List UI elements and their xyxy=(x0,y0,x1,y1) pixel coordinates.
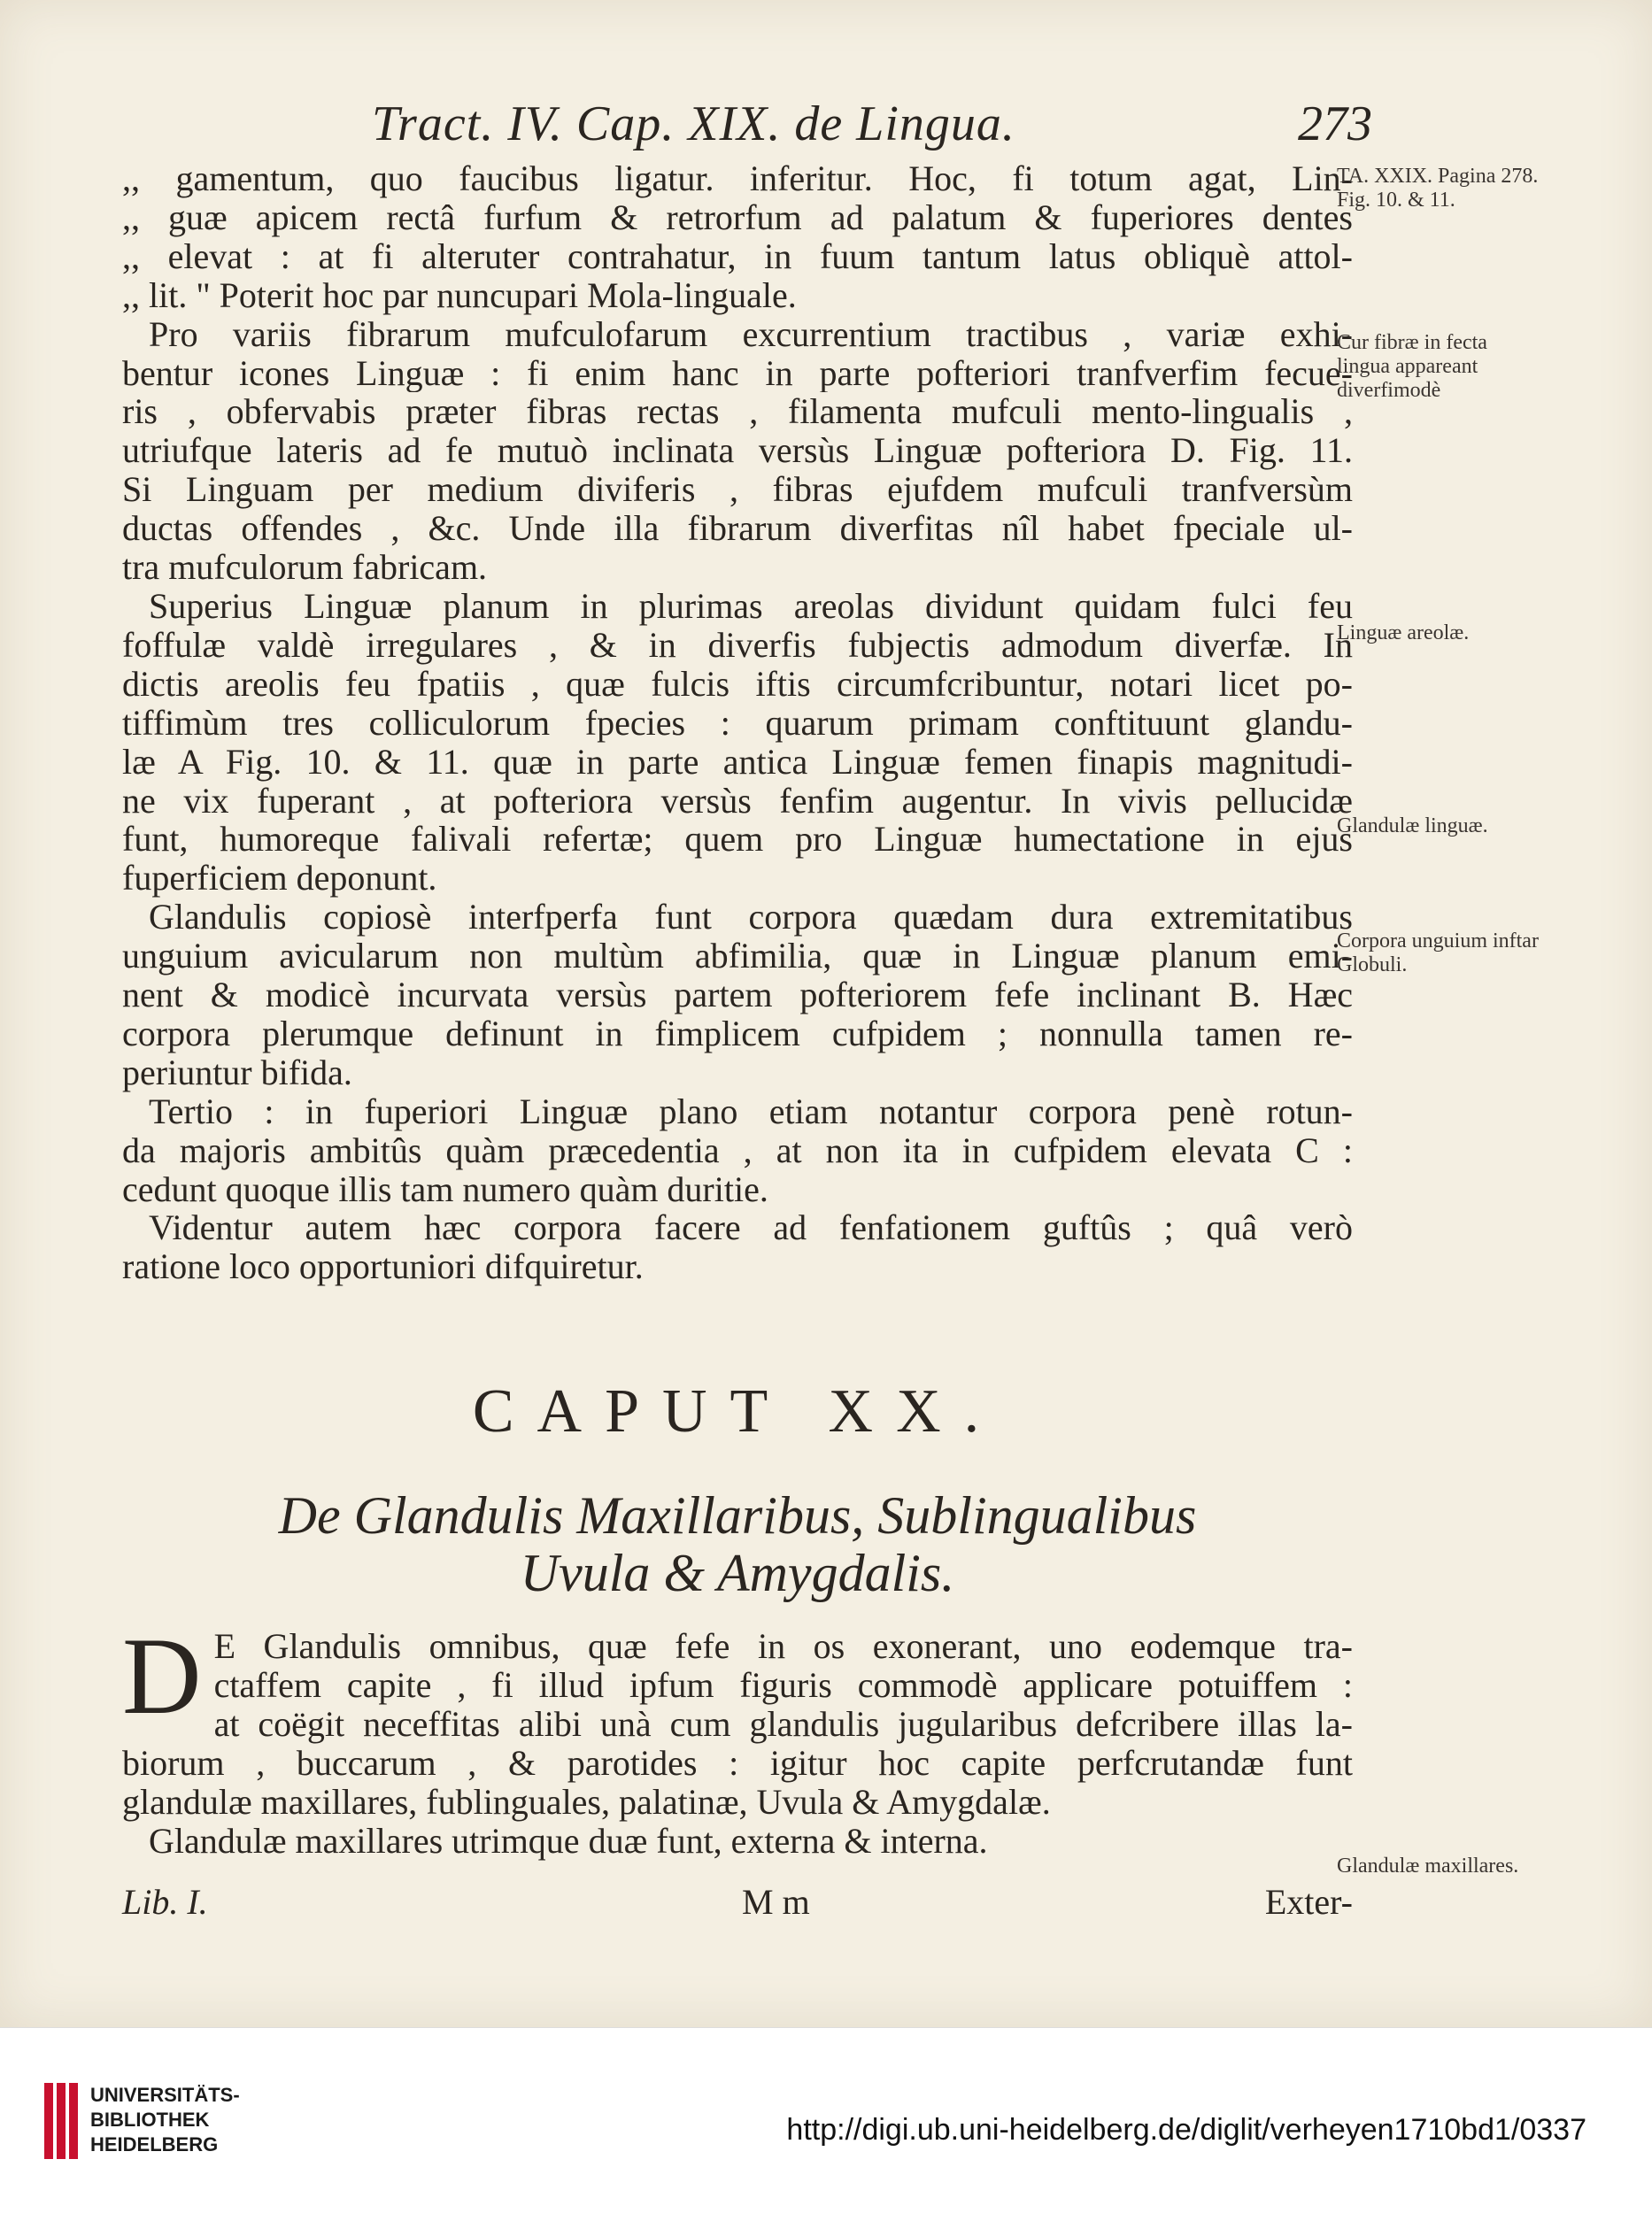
margin-note: Glandulæ linguæ. xyxy=(1337,814,1488,837)
text-line: ,, lit. " Poterit hoc par nuncupari Mola-linguale. xyxy=(122,275,797,315)
header-title: Tract. IV. Cap. XIX. de Lingua. xyxy=(372,96,1015,151)
text-line: E Glandulis omnibus, quæ fefe in os exonerant, uno eodemque tra- xyxy=(213,1627,1353,1666)
drop-cap: D xyxy=(122,1616,202,1737)
chapter-heading: CAPUT XX. xyxy=(472,1377,1003,1446)
body-text xyxy=(122,159,1353,1286)
text-line: tra mufculorum fabricam. xyxy=(122,548,488,587)
text-line: Glandulæ maxillares utrimque duæ funt, externa & interna. xyxy=(149,1822,988,1861)
page-footer xyxy=(122,1881,1353,1925)
page-number: 273 xyxy=(1298,96,1372,151)
margin-note: Cur fibræ in fecta lingua appareant diverfimodè xyxy=(1337,331,1487,402)
library-name-line: BIBLIOTHEK xyxy=(90,2109,210,2131)
text-line: Superius Linguæ planum in plurimas areolas dividunt quidam fulci feu xyxy=(149,586,1353,626)
margin-note: Linguæ areolæ. xyxy=(1337,621,1470,644)
text-line: periuntur bifida. xyxy=(122,1053,352,1092)
text-line: Pro variis fibrarum mufculofarum excurrentium tractibus , variæ exhi- xyxy=(149,314,1353,354)
text-line: Videntur autem hæc corpora facere ad fenfationem guftûs ; quâ verò xyxy=(149,1208,1353,1248)
running-header xyxy=(345,96,1372,158)
text-line: Glandulis copiosè interfperfa funt corpora quædam dura extremitatibus xyxy=(149,898,1353,937)
text-line: funt, humoreque falivali refertæ; quem pro Linguæ humectatione in ejus xyxy=(122,820,1353,860)
text-line: ductas offendes , &c. Unde illa fibrarum diverfitas nîl habet fpeciale ul- xyxy=(122,509,1353,549)
library-name xyxy=(90,2083,240,2157)
margin-note: Glandulæ maxillares. xyxy=(1337,1855,1519,1878)
text-line: ,, guæ apicem rectâ furfum & retrorfum ad palatum & fuperiores dentes xyxy=(122,197,1353,237)
text-line: ratione loco opportuniori difquiretur. xyxy=(122,1247,644,1287)
text-line: cedunt quoque illis tam numero quàm duritie. xyxy=(122,1169,768,1209)
text-line: nent & modicè incurvata versùs partem pofteriorem fefe inclinant B. Hæc xyxy=(122,976,1353,1014)
footer-book: Lib. I. xyxy=(122,1882,208,1922)
text-line: corpora plerumque definunt in fimplicem cufpidem ; nonnulla tamen re- xyxy=(122,1014,1353,1053)
text-line: dictis areolis feu fpatiis , quæ fulcis iftis circumfcribuntur, notari licet po- xyxy=(122,664,1353,704)
text-line: ,, gamentum, quo faucibus ligatur. inferitur. Hoc, fi totum agat, Lin- xyxy=(122,159,1353,198)
library-bar xyxy=(0,2027,1652,2221)
text-line: ,, elevat : at fi alteruter contrahatur, in fuum tantum latus obliquè attol- xyxy=(122,236,1353,276)
chapter-body-text xyxy=(122,1616,1353,1861)
margin-note: TA. XXIX. Pagina 278. Fig. 10. & 11. xyxy=(1337,165,1539,212)
footer-catchword: Exter- xyxy=(1264,1882,1353,1922)
text-line: at coëgit neceffitas alibi unà cum glandulis jugularibus defcribere illas la- xyxy=(213,1705,1353,1744)
text-line: unguium avicularum non multùm abfimilia, quæ in Linguæ planum emi- xyxy=(122,937,1353,976)
library-name-line: UNIVERSITÄTS- xyxy=(90,2084,240,2106)
footer-signature: M m xyxy=(742,1882,810,1922)
text-line: ne vix fuperant , at pofteriora versùs fenfim augentur. In vivis pellucidæ xyxy=(122,781,1353,821)
text-line: tiffimùm tres colliculorum fpecies : quarum primam conftituunt glandu- xyxy=(122,703,1353,743)
permalink[interactable]: http://digi.ub.uni-heidelberg.de/diglit/verheyen1710bd1/0337 xyxy=(786,2113,1586,2147)
text-line: glandulæ maxillares, fublinguales, palatinæ, Uvula & Amygdalæ. xyxy=(122,1783,1051,1822)
text-line: ris , obfervabis præter fibras rectas , filamenta mufculi mento-lingualis , xyxy=(122,392,1353,432)
text-line: ctaffem capite , fi illud ipfum figuris commodè applicare potuiffem : xyxy=(213,1666,1353,1705)
library-name-line: HEIDELBERG xyxy=(90,2133,219,2155)
text-line: læ A Fig. 10. & 11. quæ in parte antica Linguæ femen finapis magnitudi- xyxy=(122,742,1353,782)
text-line: Tertio : in fuperiori Linguæ plano etiam notantur corpora penè rotun- xyxy=(149,1091,1353,1131)
text-line: biorum , buccarum , & parotides : igitur hoc capite perfcrutandæ funt xyxy=(122,1744,1353,1783)
text-line: fuperficiem deponunt. xyxy=(122,859,437,898)
text-line: foffulæ valdè irregulares , & in diverfis fubjectis admodum diverfæ. In xyxy=(122,625,1353,665)
text-line: Si Linguam per medium diviferis , fibras ejufdem mufculi tranfversùm xyxy=(122,470,1353,510)
chapter-subtitle-line2: Uvula & Amygdalis. xyxy=(520,1544,955,1602)
text-line: da majoris ambitûs quàm præcedentia , at non ita in cufpidem elevata C : xyxy=(122,1130,1353,1170)
chapter-subtitle-line1: De Glandulis Maxillaribus, Sublingualibus xyxy=(278,1486,1197,1545)
text-line: bentur icones Linguæ : fi enim hanc in parte pofteriori tranfverfim fecue- xyxy=(122,353,1353,393)
text-line: utriufque lateris ad fe mutuò inclinata versùs Linguæ pofteriora D. Fig. 11. xyxy=(122,431,1353,471)
margin-note: Corpora unguium inftar Globuli. xyxy=(1337,929,1539,976)
university-logo-icon xyxy=(41,2081,80,2161)
